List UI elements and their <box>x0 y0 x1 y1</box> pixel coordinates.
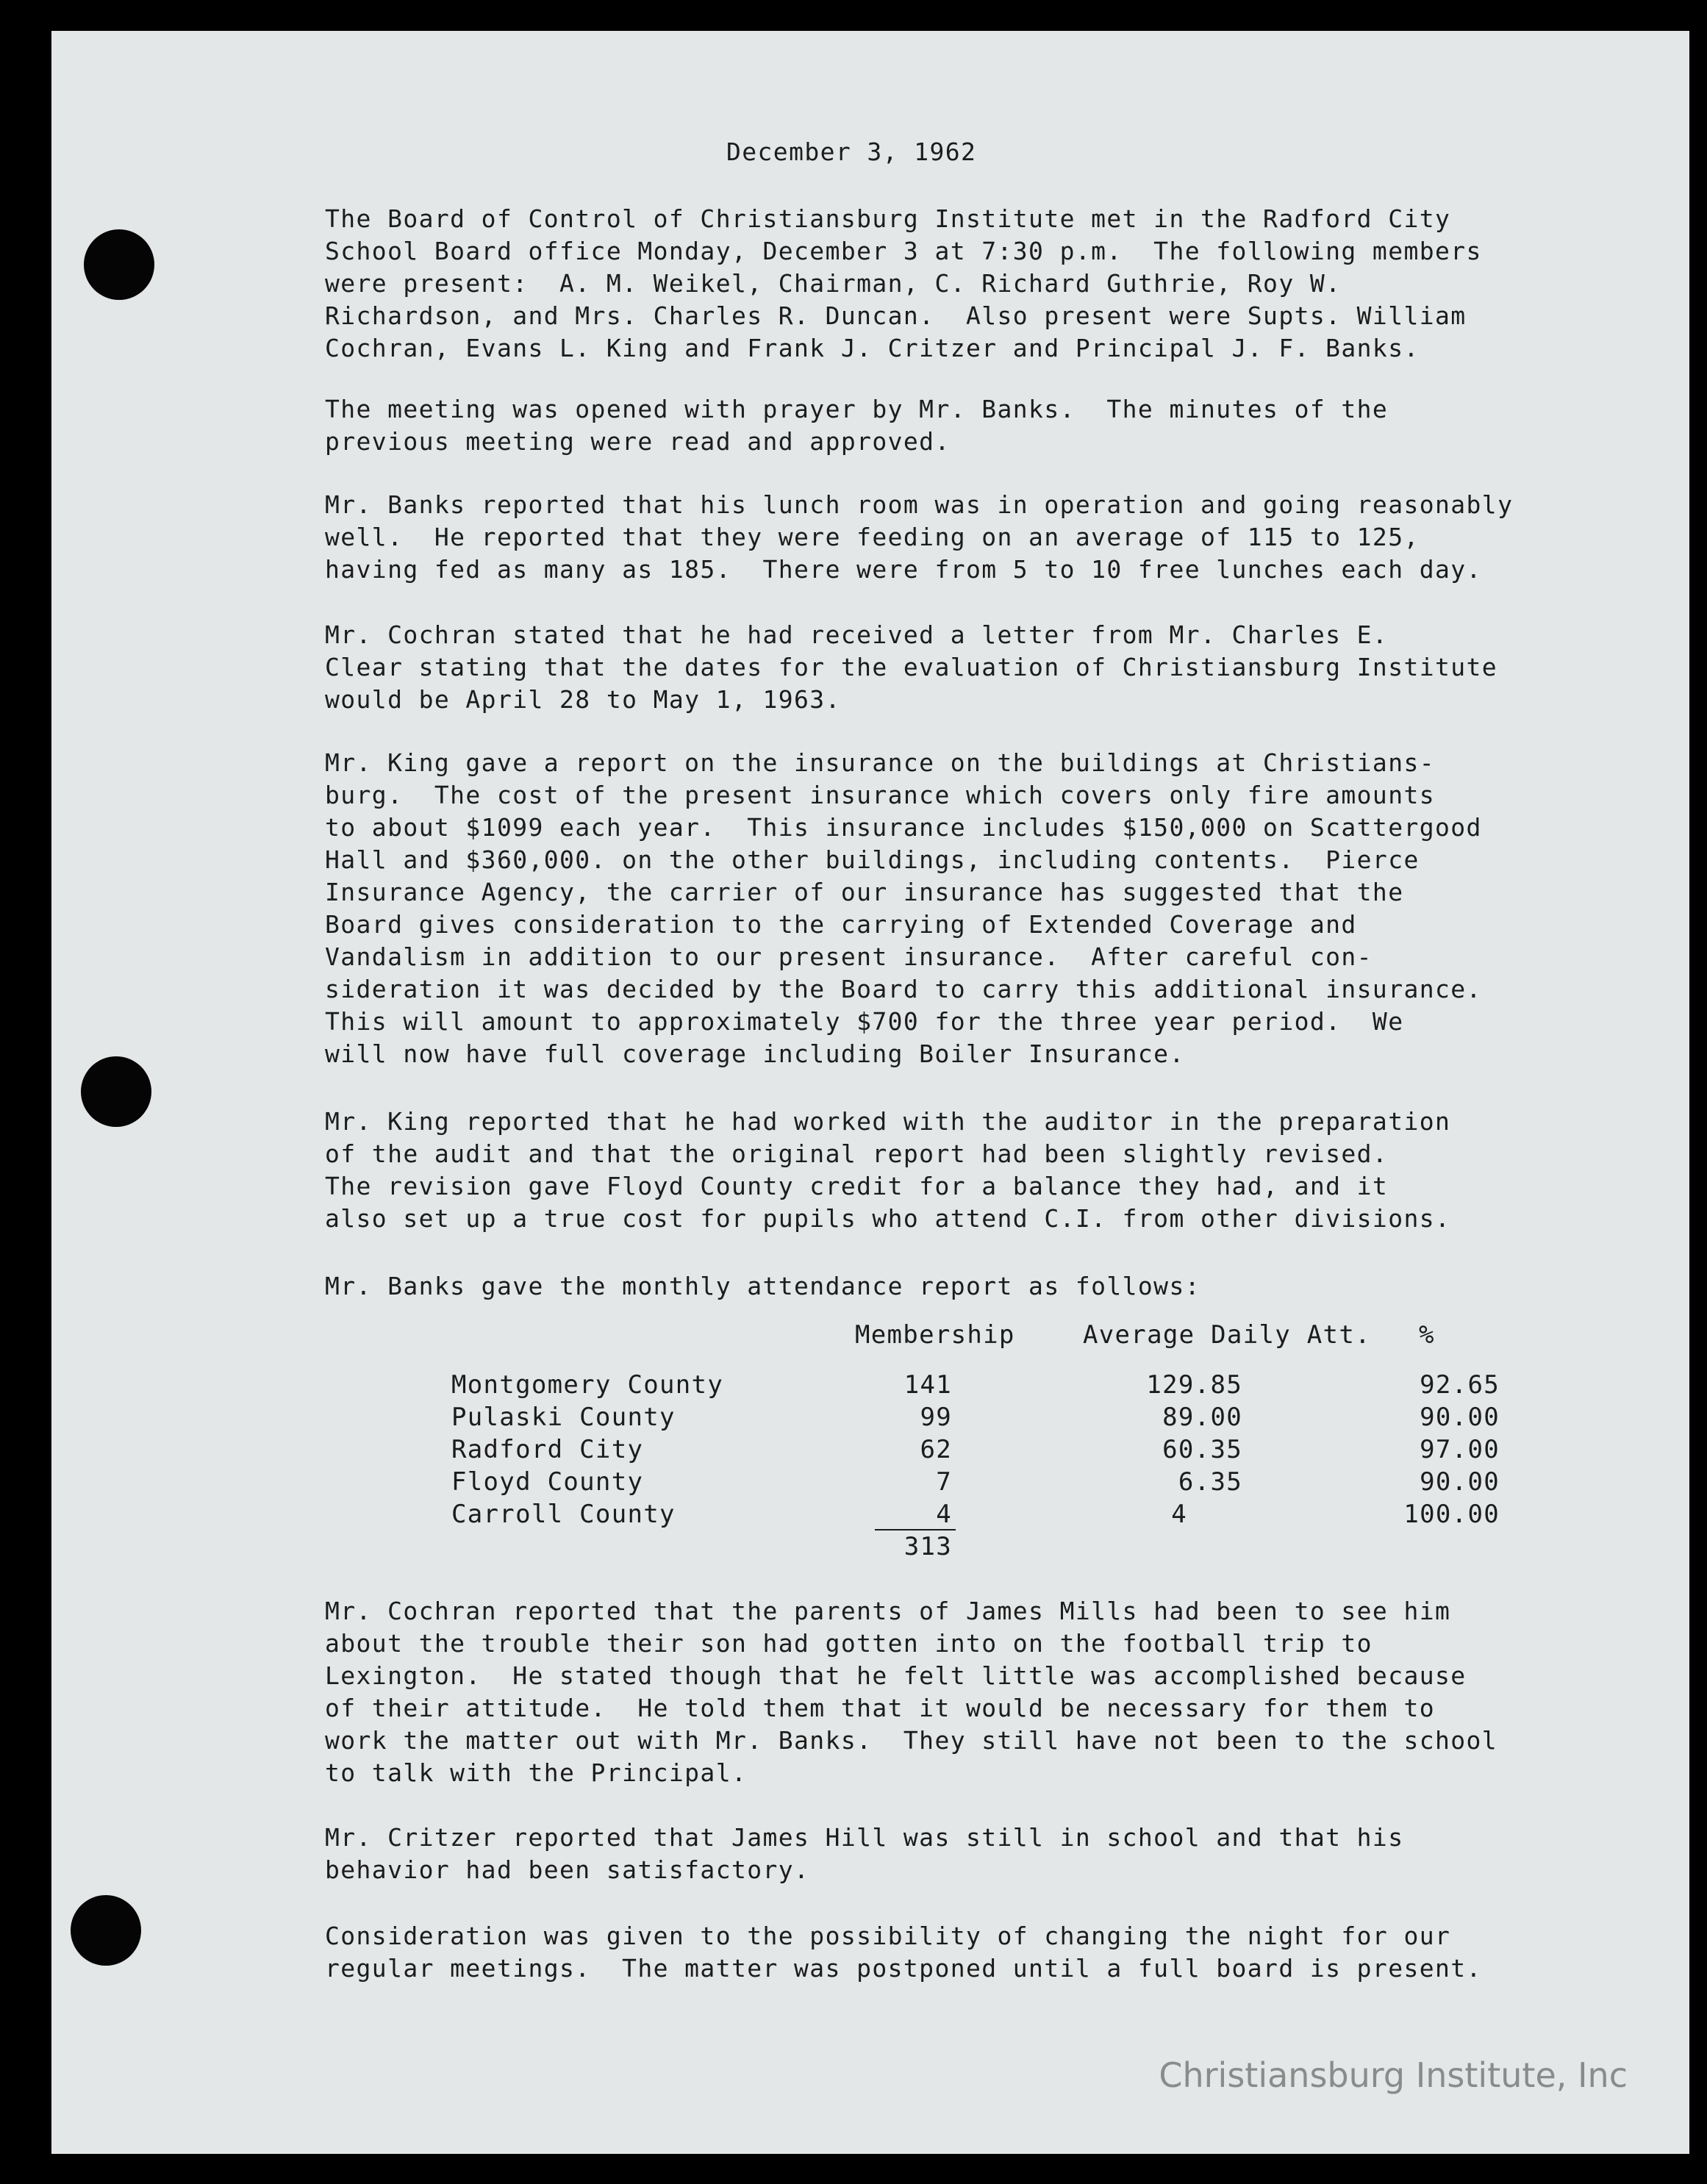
header-percent: % <box>1419 1320 1435 1350</box>
header-average: Average Daily Att. <box>1083 1320 1371 1350</box>
paragraph-insurance: Mr. King gave a report on the insurance on the buildings at Christians- burg. The cost of the present insurance which covers only fire amounts to about $1099 each year. This insurance includes $150,000 on Scattergood Hall and $360,000. on the other buildings, including contents. Pierce Insurance Agency, the carrier of our insurance has suggested that the Board gives consideration to the carrying of Extended Coverage and Vandalism in addition to our present insurance. After careful con- sideration it was decided by the Board to carry this additional insurance. This will amount to approximately $700 for the three year period. We will now have full coverage including Boiler Insurance. <box>325 748 1482 1068</box>
paragraph-lunch-room: Mr. Banks reported that his lunch room was in operation and going reasonably well. He reported that they were feeding on an average of 115 to 125, having fed as many as 185. There were from 5 to 10 free lunches each day. <box>325 490 1514 584</box>
punch-hole-bottom <box>71 1895 141 1966</box>
punch-hole-middle <box>81 1056 151 1127</box>
document-date: December 3, 1962 <box>726 137 977 166</box>
paragraph-james-hill: Mr. Critzer reported that James Hill was still in school and that his behavior had been satisfactory. <box>325 1823 1404 1884</box>
paragraph-meeting-night: Consideration was given to the possibility of changing the night for our regular meetings. The matter was postponed until a full board is present. <box>325 1922 1482 1983</box>
watermark: Christiansburg Institute, Inc <box>1159 2055 1628 2095</box>
paragraph-attendance-intro: Mr. Banks gave the monthly attendance report as follows: <box>325 1272 1200 1300</box>
paragraph-audit: Mr. King reported that he had worked with the auditor in the preparation of the audit and that the original report had been slightly revised. The revision gave Floyd County credit for a balance they had, and it also set up a true cost for pupils who attend C.I. from other divisions. <box>325 1107 1451 1233</box>
header-membership: Membership <box>855 1320 1015 1350</box>
punch-hole-top <box>84 229 154 300</box>
paragraph-evaluation: Mr. Cochran stated that he had received a letter from Mr. Charles E. Clear stating that the dates for the evaluation of Christiansburg Institute would be April 28 to May 1, 1963. <box>325 620 1498 714</box>
paragraph-james-mills: Mr. Cochran reported that the parents of James Mills had been to see him about the trouble their son had gotten into on the football trip to Lexington. He stated though that he felt little was accomplished because of their attitude. He told them that it would be necessary for them to work the matter out with Mr. Banks. They still have not been to the school to talk with the Principal. <box>325 1597 1498 1787</box>
paragraph-opening: The meeting was opened with prayer by Mr. Banks. The minutes of the previous meeting were read and approved. <box>325 395 1389 456</box>
membership-total: 313 <box>903 1532 952 1561</box>
paragraph-attendees: The Board of Control of Christiansburg Institute met in the Radford City School Board office Monday, December 3 at 7:30 p.m. The following members were present: A. M. Weikel, Chairman, C. Richard Guthrie, Roy W. Richardson, and Mrs. Charles R. Duncan. Also present were Supts. William Cochran, Evans L. King and Frank J. Critzer and Principal J. F. Banks. <box>325 204 1482 362</box>
total-underline <box>875 1529 956 1530</box>
